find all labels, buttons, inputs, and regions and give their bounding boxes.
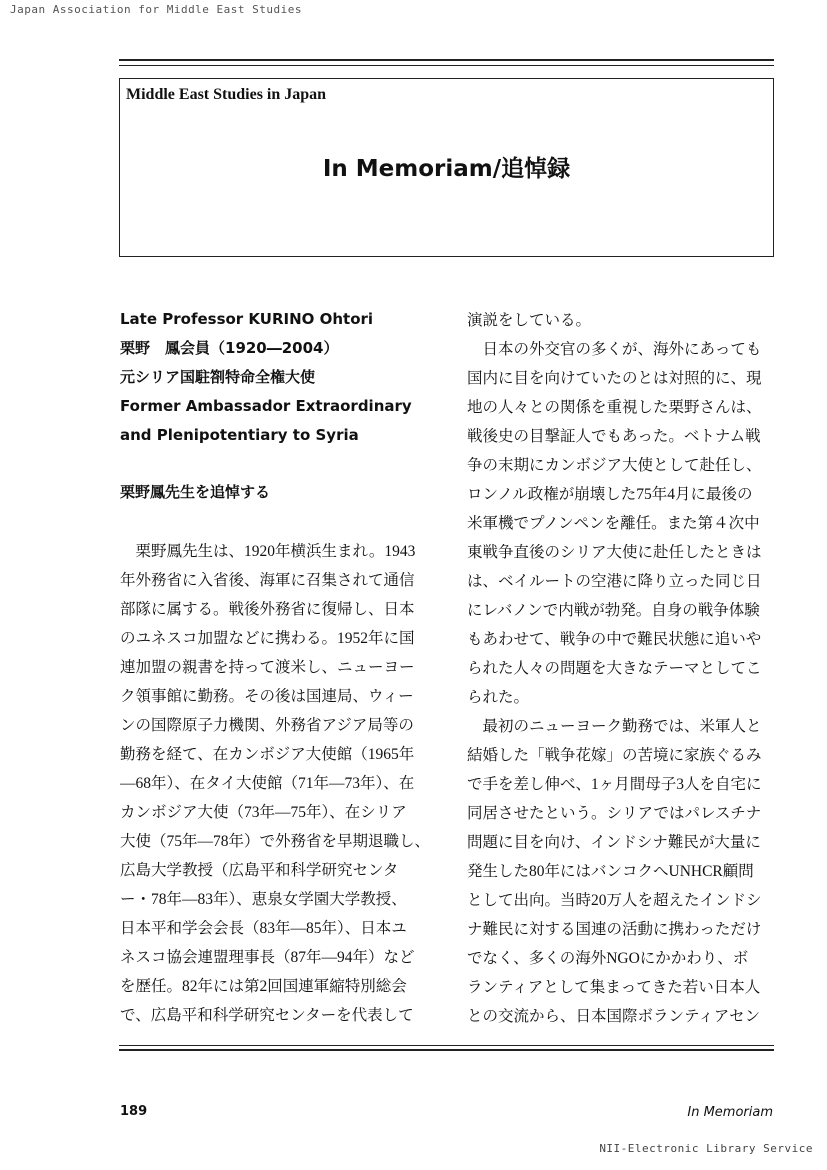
- bottom-rule-thick: [119, 1049, 774, 1051]
- text-line: で手を差し伸べ、1ヶ月間母子3人を自宅に: [467, 776, 762, 793]
- text-line: カンボジア大使（73年―75年）、在シリア: [120, 804, 407, 821]
- text-line: られた人々の問題を大きなテーマとしてこ: [467, 660, 762, 677]
- text-line: ナ難民に対する国連の活動に携わっただけ: [467, 921, 762, 938]
- text-line: ―68年）、在タイ大使館（71年―73年）、在: [120, 775, 415, 792]
- service-footer: NII-Electronic Library Service: [599, 1142, 813, 1155]
- text-line: 国内に目を向けていたのとは対照的に、現: [467, 370, 762, 387]
- running-footer: In Memoriam: [687, 1105, 773, 1120]
- bio-line-japanese-name: 栗野 鳳会員（1920―2004）: [120, 339, 339, 357]
- text-line: で、広島平和科学研究センターを代表して: [120, 1007, 414, 1024]
- source-header: Japan Association for Middle East Studies: [10, 3, 303, 16]
- text-line: を歴任。82年には第2回国連軍縮特別総会: [120, 978, 407, 995]
- top-rule-thin: [119, 65, 774, 66]
- text-line: 同居させたという。シリアではパレスチナ: [467, 805, 762, 822]
- text-line: 広島大学教授（広島平和科学研究センタ: [120, 862, 399, 879]
- text-line: 栗野鳳先生は、1920年横浜生まれ。1943: [120, 543, 416, 560]
- text-line: 勤務を経て、在カンボジア大使館（1965年: [120, 746, 415, 763]
- text-line: 日本の外交官の多くが、海外にあっても: [467, 341, 762, 358]
- text-line: ー・78年―83年）、恵泉女学園大学教授、: [120, 891, 407, 908]
- text-line: られた。: [467, 689, 530, 706]
- text-line: 東戦争直後のシリア大使に赴任したときは: [467, 544, 762, 561]
- text-line: 戦後史の目撃証人でもあった。ベトナム戦: [467, 428, 761, 445]
- series-label: Middle East Studies in Japan: [126, 86, 327, 103]
- text-line: 年外務省に入省後、海軍に召集されて通信: [120, 572, 415, 589]
- text-line: 最初のニューヨーク勤務では、米軍人と: [467, 718, 762, 735]
- text-line: ロンノル政権が崩壊した75年4月に最後の: [467, 486, 753, 503]
- page-title: In Memoriam/追悼録: [322, 156, 571, 182]
- text-line: ネスコ協会連盟理事長（87年―94年）など: [120, 949, 415, 966]
- text-line: は、ベイルートの空港に降り立った同じ日: [467, 573, 762, 590]
- top-rule-thick: [119, 59, 774, 61]
- text-line: ク領事館に勤務。その後は国連局、ウィー: [120, 688, 414, 705]
- bio-line-english-title-1: Former Ambassador Extraordinary: [120, 397, 412, 415]
- text-line: 大使（75年―78年）で外務省を早期退職し、: [120, 833, 430, 850]
- text-line: ランティアとして集まってきた若い日本人: [467, 979, 761, 996]
- text-line: でなく、多くの海外NGOにかかわり、ボ: [467, 950, 749, 967]
- text-line: として出向。当時20万人を超えたインドシ: [467, 892, 762, 909]
- text-line: との交流から、日本国際ボランティアセン: [467, 1008, 761, 1025]
- text-line: 争の末期にカンボジア大使として赴任し、: [467, 457, 762, 474]
- right-text-column: [467, 306, 777, 1031]
- text-line: 地の人々との関係を重視した栗野さんは、: [467, 399, 762, 416]
- bio-line-japanese-title: 元シリア国駐劄特命全権大使: [120, 368, 316, 386]
- text-line: 結婚した「戦争花嫁」の苦境に家族ぐるみ: [467, 747, 762, 764]
- left-text-column: [120, 537, 430, 1030]
- text-line: にレバノンで内戦が勃発。自身の戦争体験: [467, 602, 760, 619]
- bio-line-english-name: Late Professor KURINO Ohtori: [120, 310, 374, 328]
- text-line: ンの国際原子力機関、外務省アジア局等の: [120, 717, 414, 734]
- page-number: 189: [120, 1104, 148, 1119]
- text-line: 問題に目を向け、インドシナ難民が大量に: [467, 834, 761, 851]
- text-line: 部隊に属する。戦後外務省に復帰し、日本: [120, 601, 415, 618]
- text-line: もあわせて、戦争の中で難民状態に追いや: [467, 631, 762, 648]
- text-line: 米軍機でプノンペンを離任。また第４次中: [467, 515, 760, 532]
- bio-block: [120, 305, 412, 450]
- section-heading: 栗野鳳先生を追悼する: [120, 483, 271, 501]
- bottom-rule-thin: [119, 1045, 774, 1046]
- text-line: 発生した80年にはバンコクへUNHCR顧問: [467, 863, 754, 880]
- text-line: 連加盟の親書を持って渡米し、ニューヨー: [120, 659, 415, 676]
- text-line: のユネスコ加盟などに携わる。1952年に国: [120, 630, 415, 647]
- text-line: 演説をしている。: [467, 312, 592, 329]
- bio-line-english-title-2: and Plenipotentiary to Syria: [120, 426, 359, 444]
- text-line: 日本平和学会会長（83年―85年）、日本ユ: [120, 920, 407, 937]
